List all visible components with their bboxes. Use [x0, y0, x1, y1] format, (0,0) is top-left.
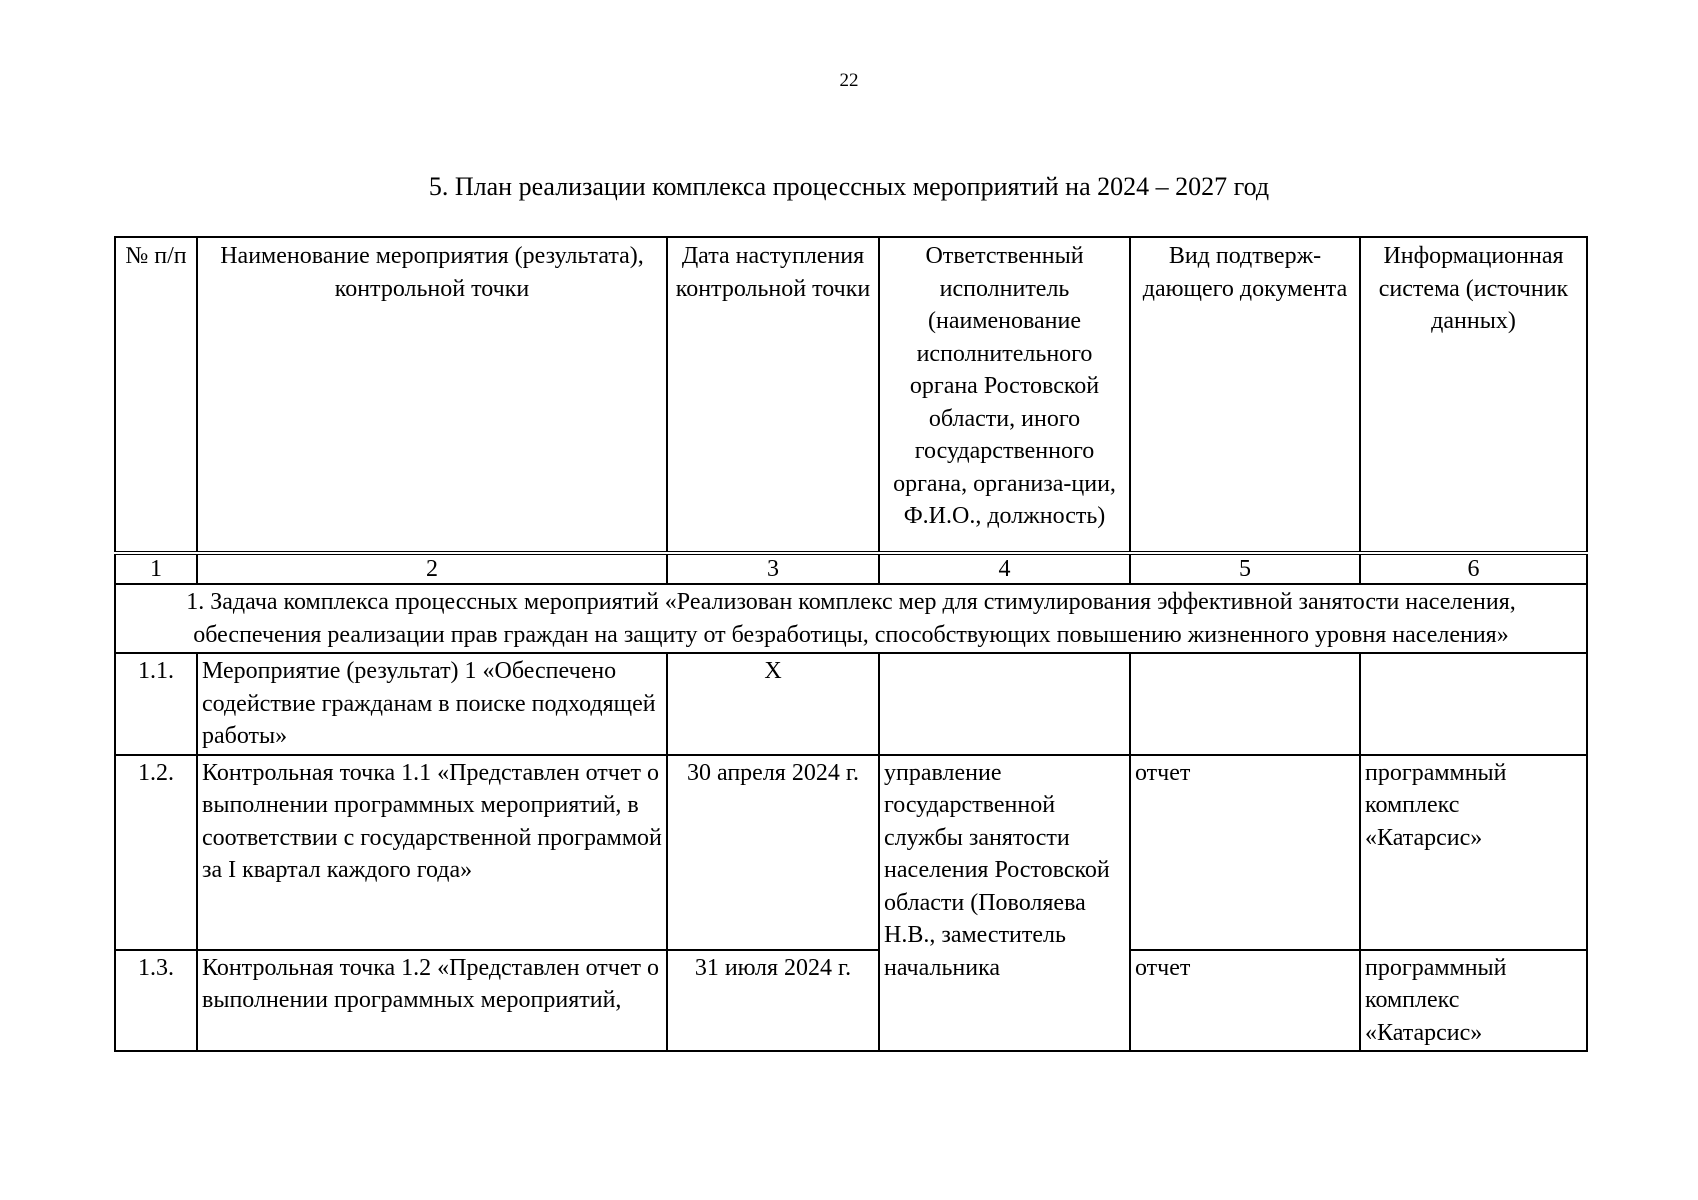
column-number: 5 — [1130, 553, 1360, 584]
header-system: Информационная система (источник данных) — [1360, 237, 1587, 553]
header-name: Наименование мероприятия (результата), контрольной точки — [197, 237, 667, 553]
row-number: 1.3. — [115, 950, 197, 1052]
row-responsible: управление государственной службы занятости населения Ростовской области (Поволяева Н.В., заместитель начальника — [879, 755, 1130, 1052]
row-system — [1360, 653, 1587, 755]
row-date: 30 апреля 2024 г. — [667, 755, 879, 950]
table-row — [115, 950, 1587, 1052]
row-document: отчет — [1130, 950, 1360, 1052]
header-responsible: Ответственный исполнитель (наименование исполнительного органа Ростовской области, иного государственного органа, организа-ции, Ф.И.О., должность) — [879, 237, 1130, 553]
header-number: № п/п — [115, 237, 197, 553]
table-row — [115, 755, 1587, 950]
row-name: Контрольная точка 1.1 «Представлен отчет о выполнении программных мероприятий, в соответствии с государственной программой за I квартал каждого года» — [197, 755, 667, 950]
row-system: программный комплекс «Катарсис» — [1360, 755, 1587, 950]
header-document: Вид подтверж-дающего документа — [1130, 237, 1360, 553]
header-row — [115, 237, 1587, 553]
document-title: 5. План реализации комплекса процессных мероприятий на 2024 – 2027 год — [428, 172, 1270, 201]
row-document — [1130, 653, 1360, 755]
row-document: отчет — [1130, 755, 1360, 950]
row-name: Контрольная точка 1.2 «Представлен отчет о выполнении программных мероприятий, — [197, 950, 667, 1052]
section-title: 1. Задача комплекса процессных мероприятий «Реализован комплекс мер для стимулирования эффективной занятости населения, обеспечения реализации прав граждан на защиту от безработицы, способствующих повышению жизненного уровня населения» — [115, 584, 1587, 653]
row-number: 1.1. — [115, 653, 197, 755]
column-number: 3 — [667, 553, 879, 584]
section-row — [115, 584, 1587, 653]
row-date: X — [667, 653, 879, 755]
column-number: 6 — [1360, 553, 1587, 584]
row-responsible — [879, 653, 1130, 755]
page-number: 22 — [839, 70, 859, 91]
table-row — [115, 653, 1587, 755]
column-number: 2 — [197, 553, 667, 584]
column-number: 1 — [115, 553, 197, 584]
column-number: 4 — [879, 553, 1130, 584]
row-name: Мероприятие (результат) 1 «Обеспечено содействие гражданам в поиске подходящей работы» — [197, 653, 667, 755]
row-date: 31 июля 2024 г. — [667, 950, 879, 1052]
header-date: Дата наступления контрольной точки — [667, 237, 879, 553]
row-number: 1.2. — [115, 755, 197, 950]
column-number-row — [115, 553, 1587, 584]
row-system: программный комплекс «Катарсис» — [1360, 950, 1587, 1052]
plan-table — [114, 236, 1588, 1052]
